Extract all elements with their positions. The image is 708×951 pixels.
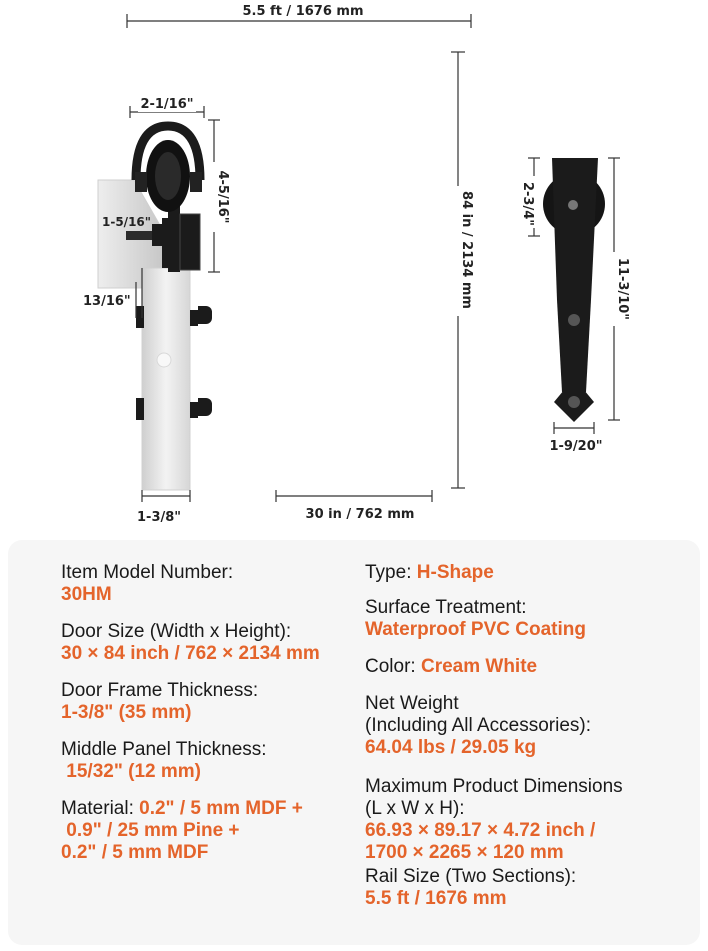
spec-model [61, 562, 233, 606]
spec-frame-thickness [61, 680, 258, 724]
strap-width-dimension [549, 422, 602, 454]
spec-panel-thickness [61, 739, 267, 783]
specification-card [8, 540, 700, 945]
strap-top-dimension [520, 158, 541, 236]
spec-surface-label: Surface Treatment: [365, 597, 527, 618]
spec-rail-size-label: Rail Size (Two Sections): [365, 866, 577, 887]
spec-door-size [61, 621, 320, 665]
door-width-dimension [276, 490, 432, 522]
hanger-height-label: 4-5/16" [215, 170, 230, 224]
spec-rail-size-value: 5.5 ft / 1676 mm [365, 888, 507, 909]
spec-weight-label-2: (Including All Accessories): [365, 715, 591, 736]
spec-type-value: H-Shape [416, 562, 494, 583]
door-thickness-label: 1-3/8" [137, 510, 182, 525]
bolt-length-label: 1-5/16" [102, 215, 152, 229]
spec-color-value: Cream White [420, 656, 538, 677]
spec-material-value-1: 0.2" / 5 mm MDF + [139, 798, 303, 819]
rail-length-label: 5.5 ft / 1676 mm [242, 4, 364, 19]
spec-weight [365, 693, 591, 759]
spec-max-dimensions-value-1: 66.93 × 89.17 × 4.72 inch / [365, 820, 596, 841]
spec-material-value-2: 0.9" / 25 mm Pine + [61, 820, 240, 841]
spec-material-label: Material: [61, 798, 134, 819]
door-thickness-dimension [137, 490, 190, 525]
spec-panel-thickness-value: 15/32" (12 mm) [61, 761, 201, 782]
strap-length-label: 11-3/10" [615, 257, 630, 321]
door-height-label: 84 in / 2134 mm [459, 191, 474, 309]
wheel-width-dimension [130, 96, 204, 118]
spec-panel-thickness-label: Middle Panel Thickness: [61, 739, 267, 760]
spec-type [365, 562, 494, 584]
door-height-dimension [450, 52, 474, 488]
rail-length-dimension [127, 2, 471, 28]
spec-door-size-label: Door Size (Width x Height): [61, 621, 292, 642]
spec-door-size-value: 30 × 84 inch / 762 × 2134 mm [61, 643, 320, 664]
spec-max-dimensions [365, 776, 623, 864]
front-view-strap [543, 158, 605, 422]
spec-color-label: Color: [365, 656, 416, 677]
spec-surface [365, 597, 586, 641]
spec-weight-value: 64.04 lbs / 29.05 kg [365, 737, 537, 758]
wheel-width-label: 2-1/16" [140, 97, 194, 112]
spec-max-dimensions-value-2: 1700 × 2265 × 120 mm [365, 842, 564, 863]
door-width-label: 30 in / 762 mm [305, 507, 415, 522]
strap-top-label: 2-3/4" [520, 181, 535, 227]
door-side-profile [142, 268, 190, 490]
spec-weight-label-1: Net Weight [365, 693, 459, 714]
spec-max-dimensions-label-2: (L x W x H): [365, 798, 465, 819]
spec-color [365, 656, 537, 678]
spec-model-label: Item Model Number: [61, 562, 234, 583]
spec-frame-thickness-value: 1-3/8" (35 mm) [61, 702, 192, 723]
spec-model-value: 30HM [61, 584, 112, 605]
strap-width-label: 1-9/20" [549, 439, 603, 454]
spec-rail-size [365, 866, 576, 910]
spec-frame-thickness-label: Door Frame Thickness: [61, 680, 259, 701]
spacer-label: 13/16" [83, 294, 131, 309]
spec-material-value-3: 0.2" / 5 mm MDF [61, 842, 209, 863]
spec-max-dimensions-label-1: Maximum Product Dimensions [365, 776, 623, 797]
spec-surface-value: Waterproof PVC Coating [365, 619, 586, 640]
spec-type-label: Type: [365, 562, 412, 583]
spec-material [61, 798, 303, 864]
strap-length-dimension [607, 158, 630, 420]
hanger-height-dimension [207, 120, 230, 272]
